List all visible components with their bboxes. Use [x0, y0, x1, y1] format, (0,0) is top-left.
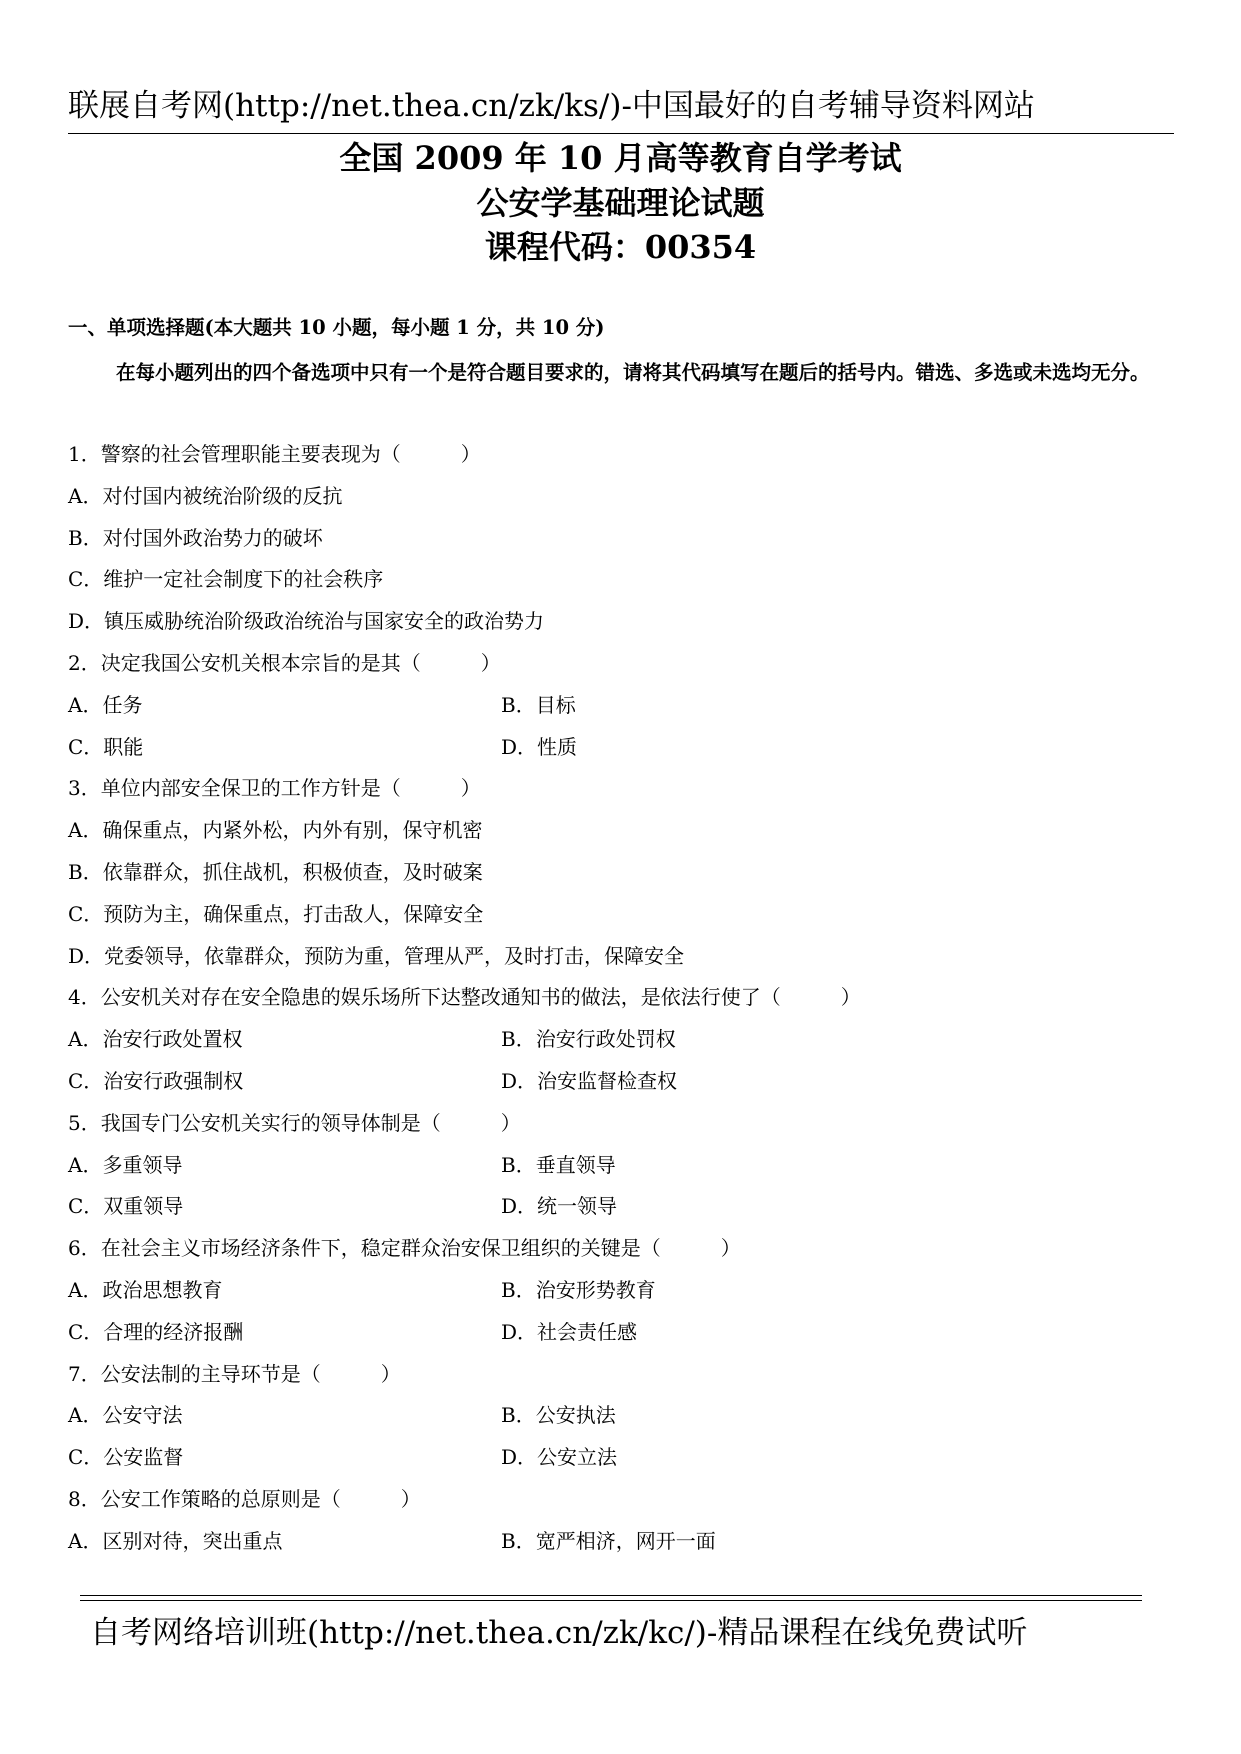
question-stem: 6．在社会主义市场经济条件下，稳定群众治安保卫组织的关键是（ ） [68, 1236, 741, 1261]
option-b: B．对付国外政治势力的破坏 [68, 525, 323, 550]
question-stem: 8．公安工作策略的总原则是（ ） [68, 1486, 421, 1511]
page-header: 联展自考网(http://net.thea.cn/zk/ks/)-中国最好的自考辅导资料网站 [68, 88, 1035, 124]
option-d: D．统一领导 [501, 1194, 618, 1219]
option-a: A．公安守法 [68, 1403, 183, 1428]
option-d: D．公安立法 [501, 1445, 618, 1470]
option-a: A．任务 [68, 692, 143, 717]
option-a: A．多重领导 [68, 1152, 183, 1177]
option-d: D．治安监督检查权 [501, 1068, 678, 1093]
option-row [68, 1186, 1168, 1228]
course-code: 课程代码：00354 [484, 228, 757, 266]
option-d: D．社会责任感 [501, 1319, 638, 1344]
option-row [68, 1019, 1168, 1061]
exam-title: 全国 2009 年 10 月高等教育自学考试 [339, 139, 902, 177]
footer-divider-bottom [80, 1600, 1142, 1601]
question-item [68, 434, 1168, 643]
option-c: C．公安监督 [68, 1445, 184, 1470]
option-c: C．合理的经济报酬 [68, 1319, 244, 1344]
option-row [68, 1437, 1168, 1479]
subject-title: 公安学基础理论试题 [476, 184, 765, 222]
option-c: C．双重领导 [68, 1194, 184, 1219]
option-row [68, 1061, 1168, 1103]
option-d: D．镇压威胁统治阶级政治统治与国家安全的政治势力 [68, 609, 545, 634]
option-row [68, 685, 1168, 727]
question-item [68, 1103, 1168, 1228]
option-row [68, 1521, 1168, 1563]
option-a: A．治安行政处置权 [68, 1027, 243, 1052]
option-row [68, 1270, 1168, 1312]
question-item [68, 977, 1168, 1102]
option-b: B．治安形势教育 [501, 1277, 656, 1302]
option-b: B．治安行政处罚权 [501, 1027, 676, 1052]
footer-divider-top [80, 1595, 1142, 1596]
question-item [68, 1228, 1168, 1353]
option-c: C．预防为主，确保重点，打击敌人，保障安全 [68, 901, 484, 926]
question-stem: 2．决定我国公安机关根本宗旨的是其（ ） [68, 650, 501, 675]
option-d: D．党委领导，依靠群众，预防为重，管理从严，及时打击，保障安全 [68, 943, 685, 968]
option-a: A．对付国内被统治阶级的反抗 [68, 483, 343, 508]
option-row [68, 727, 1168, 769]
option-b: B．公安执法 [501, 1403, 616, 1428]
option-b: B．宽严相济，网开一面 [501, 1528, 716, 1553]
option-a: A．区别对待，突出重点 [68, 1528, 283, 1553]
question-item [68, 1479, 1168, 1563]
option-c: C．职能 [68, 734, 144, 759]
option-c: C．治安行政强制权 [68, 1068, 244, 1093]
question-stem: 4．公安机关对存在安全隐患的娱乐场所下达整改通知书的做法，是依法行使了（ ） [68, 985, 861, 1010]
question-stem: 3．单位内部安全保卫的工作方针是（ ） [68, 776, 481, 801]
question-item [68, 768, 1168, 977]
question-list [68, 434, 1168, 1563]
question-item [68, 643, 1168, 768]
question-item [68, 1354, 1168, 1479]
option-row [68, 1395, 1168, 1437]
option-a: A．确保重点，内紧外松，内外有别，保守机密 [68, 818, 483, 843]
question-stem: 7．公安法制的主导环节是（ ） [68, 1361, 401, 1386]
header-divider [68, 133, 1174, 134]
option-b: B．依靠群众，抓住战机，积极侦查，及时破案 [68, 859, 483, 884]
question-stem: 5．我国专门公安机关实行的领导体制是（ ） [68, 1110, 521, 1135]
page-footer: 自考网络培训班(http://net.thea.cn/zk/kc/)-精品课程在线免费试听 [90, 1615, 1028, 1651]
option-row [68, 1312, 1168, 1354]
question-stem: 1．警察的社会管理职能主要表现为（ ） [68, 442, 481, 466]
section-heading: 一、单项选择题(本大题共 10 小题，每小题 1 分，共 10 分) [68, 316, 605, 339]
option-d: D．性质 [501, 734, 578, 759]
option-b: B．目标 [501, 692, 576, 717]
option-b: B．垂直领导 [501, 1152, 616, 1177]
option-a: A．政治思想教育 [68, 1277, 223, 1302]
option-c: C．维护一定社会制度下的社会秩序 [68, 567, 384, 592]
option-row [68, 1145, 1168, 1187]
section-instructions: 在每小题列出的四个备选项中只有一个是符合题目要求的，请将其代码填写在题后的括号内。错选、多选或未选均无分。 [116, 361, 1150, 384]
